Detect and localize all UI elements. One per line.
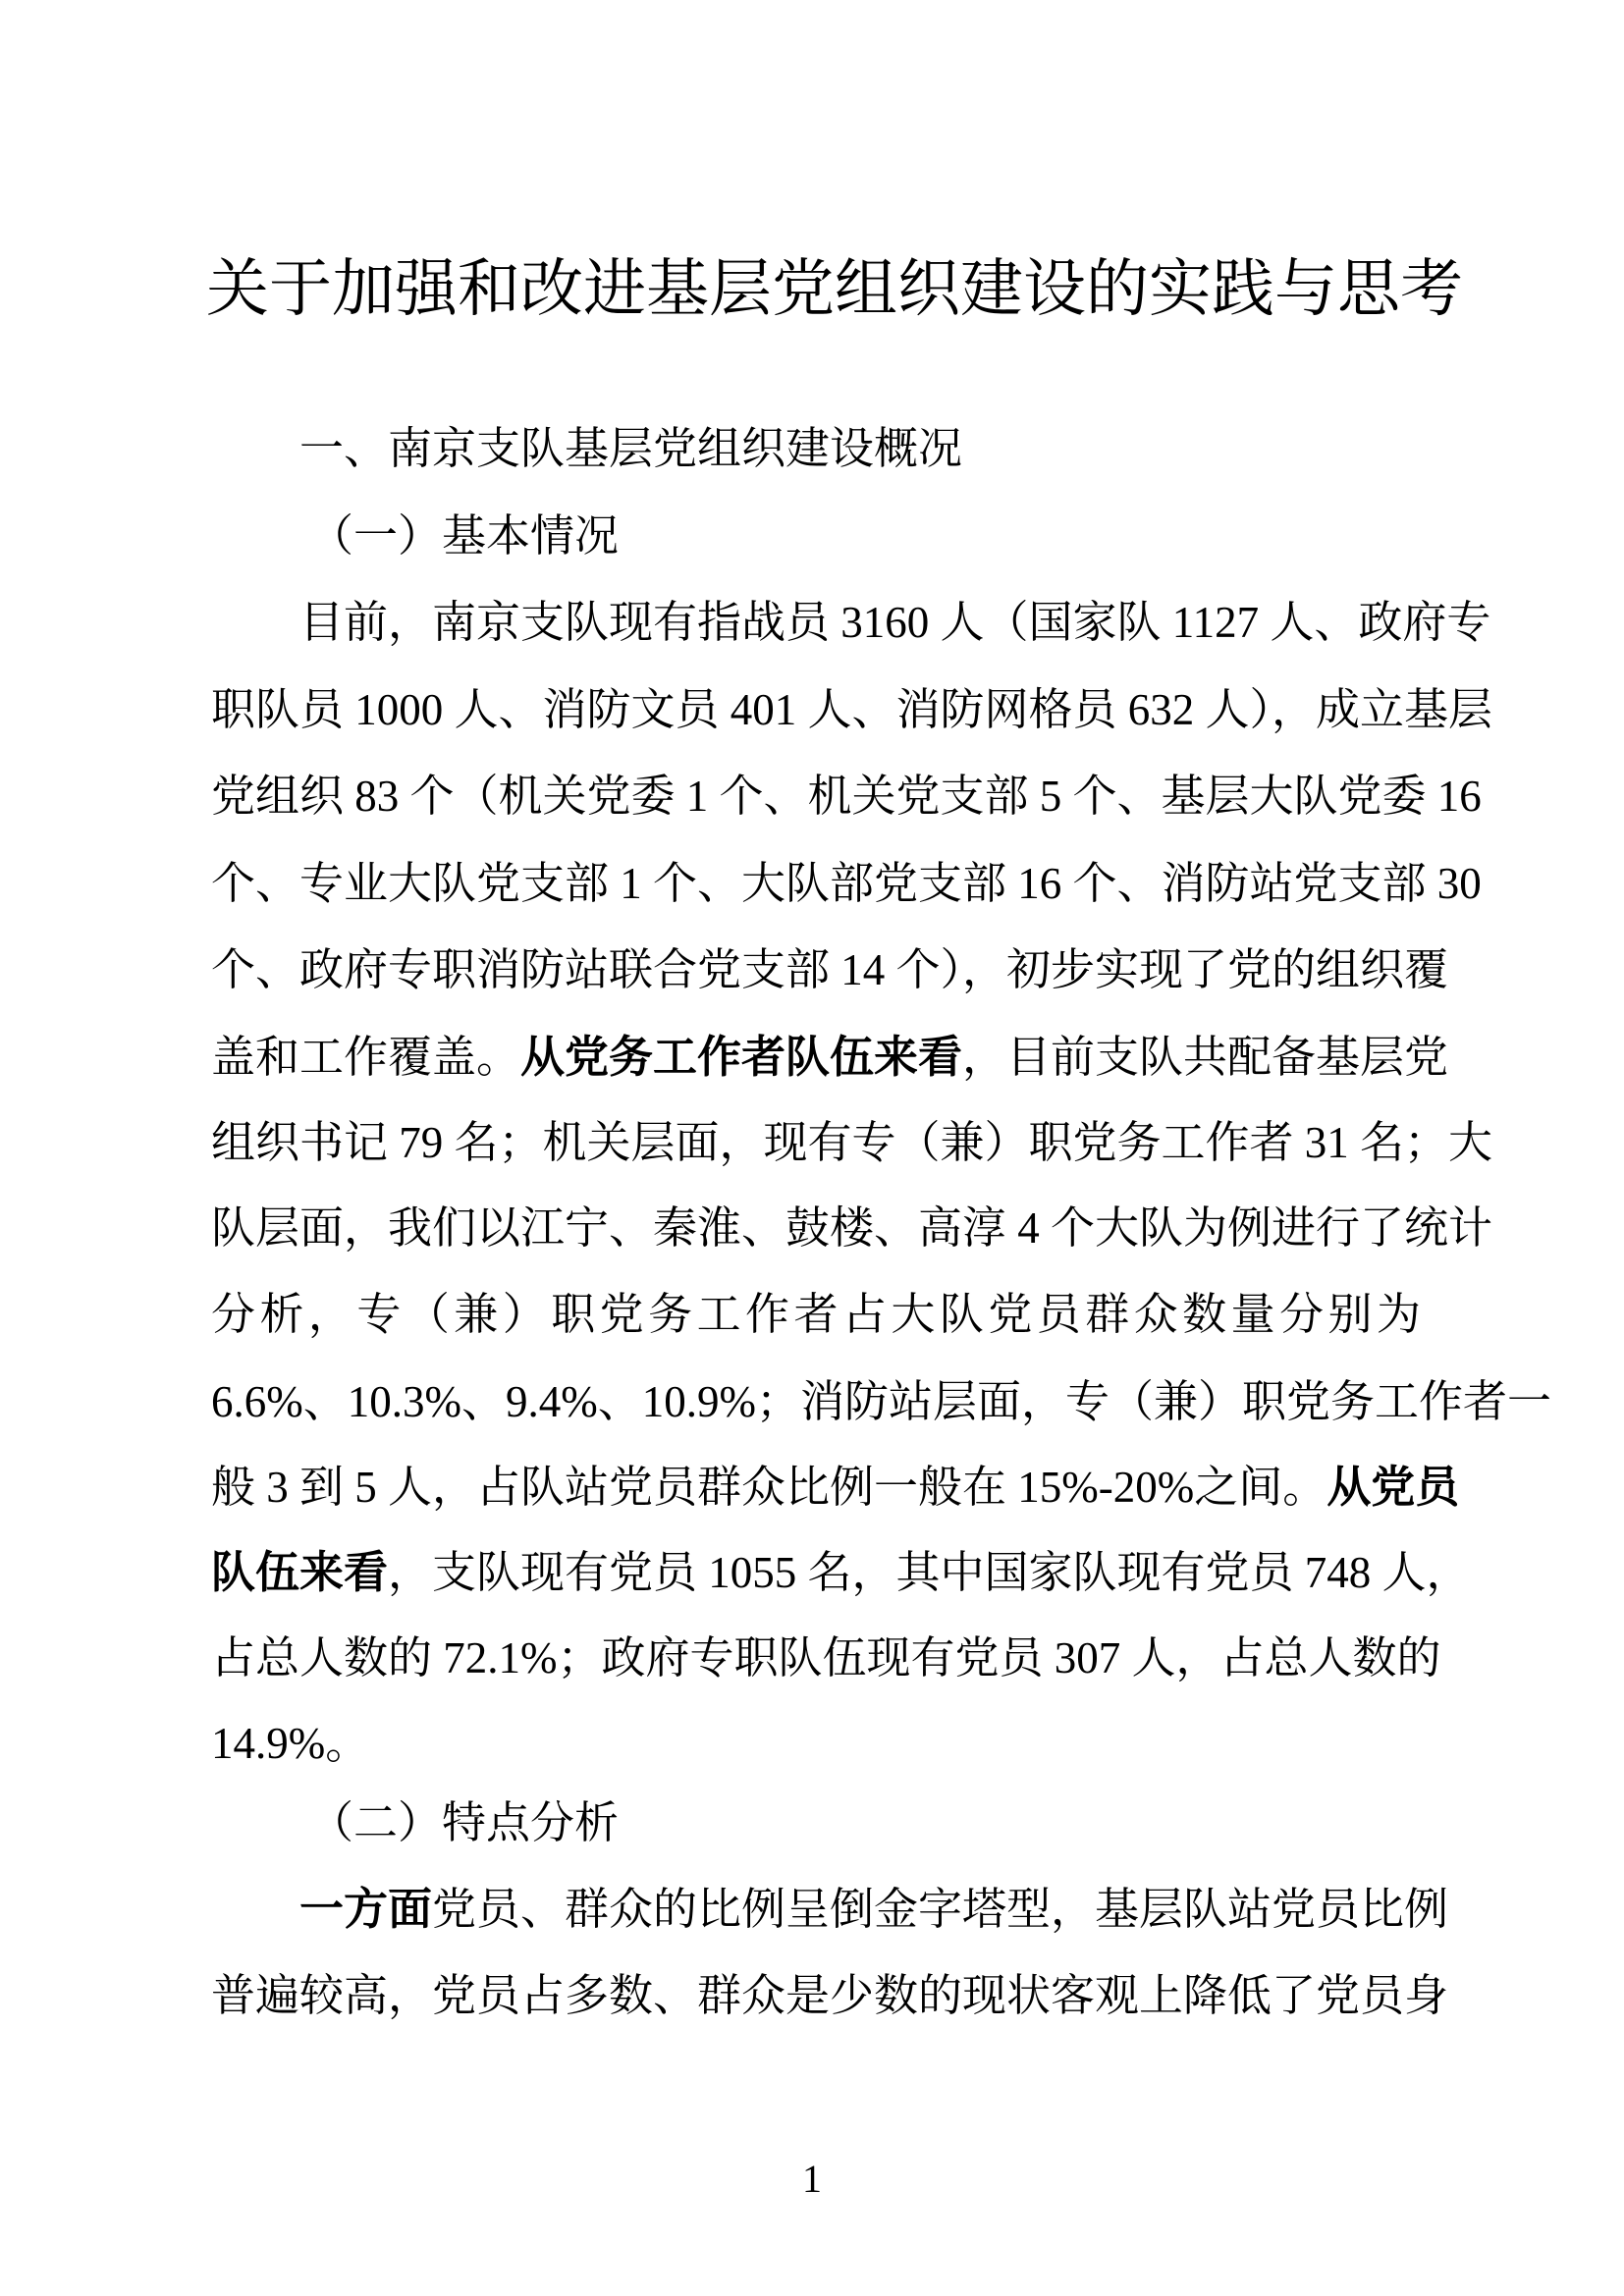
text-segment: 个、政府专职消防站联合党支部 14 个），初步实现了党的组织覆 — [211, 945, 1449, 994]
bold-text: 从党员 — [1326, 1463, 1460, 1512]
section-subheading — [309, 493, 1421, 579]
text-segment: 普遍较高，党员占多数、群众是少数的现状客观上降低了党员身 — [211, 1971, 1449, 2020]
text-segment: ，支队现有党员 1055 名，其中国家队现有党员 748 人， — [388, 1548, 1471, 1597]
section-heading — [299, 405, 1421, 492]
bold-text: 从党务工作者队伍来看 — [520, 1033, 963, 1082]
text-segment: （二）特点分析 — [309, 1798, 620, 1847]
paragraph-line — [211, 1615, 1441, 1701]
paragraph-line — [211, 1185, 1493, 1271]
paragraph-line — [211, 1952, 1449, 2039]
text-segment: 个、专业大队党支部 1 个、大队部党支部 16 个、消防站党支部 30 — [211, 859, 1482, 908]
text-segment: ，目前支队共配备基层党 — [962, 1033, 1449, 1082]
text-segment: 一、南京支队基层党组织建设概况 — [299, 424, 963, 473]
text-segment: （一）基本情况 — [309, 511, 620, 561]
text-segment: 般 3 到 5 人，占队站党员群众比例一般在 15%-20%之间。 — [211, 1463, 1327, 1512]
bold-text: 一方面 — [299, 1885, 433, 1934]
paragraph-line — [299, 579, 1491, 666]
paragraph-line — [211, 1271, 1421, 1358]
text-segment: 分析，专（兼）职党务工作者占大队党员群众数量分别为 — [211, 1290, 1421, 1339]
document-title: 关于加强和改进基层党组织建设的实践与思考 — [206, 253, 1463, 326]
paragraph-line — [211, 1529, 1471, 1616]
paragraph-line — [211, 1014, 1449, 1100]
text-segment: 组织书记 79 名；机关层面，现有专（兼）职党务工作者 31 名；大 — [211, 1118, 1493, 1167]
paragraph-line — [211, 1700, 1421, 1787]
text-segment: 6.6%、10.3%、9.4%、10.9%；消防站层面，专（兼）职党务工作者一 — [211, 1377, 1551, 1426]
paragraph-line — [211, 927, 1449, 1013]
text-segment: 占总人数的 72.1%；政府专职队伍现有党员 307 人，占总人数的 — [211, 1633, 1441, 1682]
text-segment: 党员、群众的比例呈倒金字塔型，基层队站党员比例 — [432, 1885, 1449, 1934]
paragraph-line — [211, 753, 1482, 839]
text-segment: 14.9%。 — [211, 1719, 370, 1768]
bold-text: 队伍来看 — [211, 1548, 389, 1597]
text-segment: 队层面，我们以江宁、秦淮、鼓楼、高淳 4 个大队为例进行了统计 — [211, 1203, 1493, 1253]
paragraph-line — [211, 667, 1493, 753]
text-segment: 职队员 1000 人、消防文员 401 人、消防网格员 632 人），成立基层 — [211, 685, 1493, 734]
text-segment: 盖和工作覆盖。 — [211, 1033, 521, 1082]
paragraph-line — [211, 1444, 1460, 1530]
text-segment: 目前，南京支队现有指战员 3160 人（国家队 1127 人、政府专 — [299, 598, 1491, 647]
paragraph-line — [211, 840, 1482, 927]
paragraph-line — [211, 1099, 1493, 1186]
paragraph-line — [211, 1359, 1551, 1445]
text-segment: 党组织 83 个（机关党委 1 个、机关党支部 5 个、基层大队党委 16 — [211, 772, 1482, 821]
page-number: 1 — [802, 2157, 822, 2201]
section-subheading — [309, 1780, 1421, 1866]
paragraph-line — [299, 1866, 1449, 1952]
